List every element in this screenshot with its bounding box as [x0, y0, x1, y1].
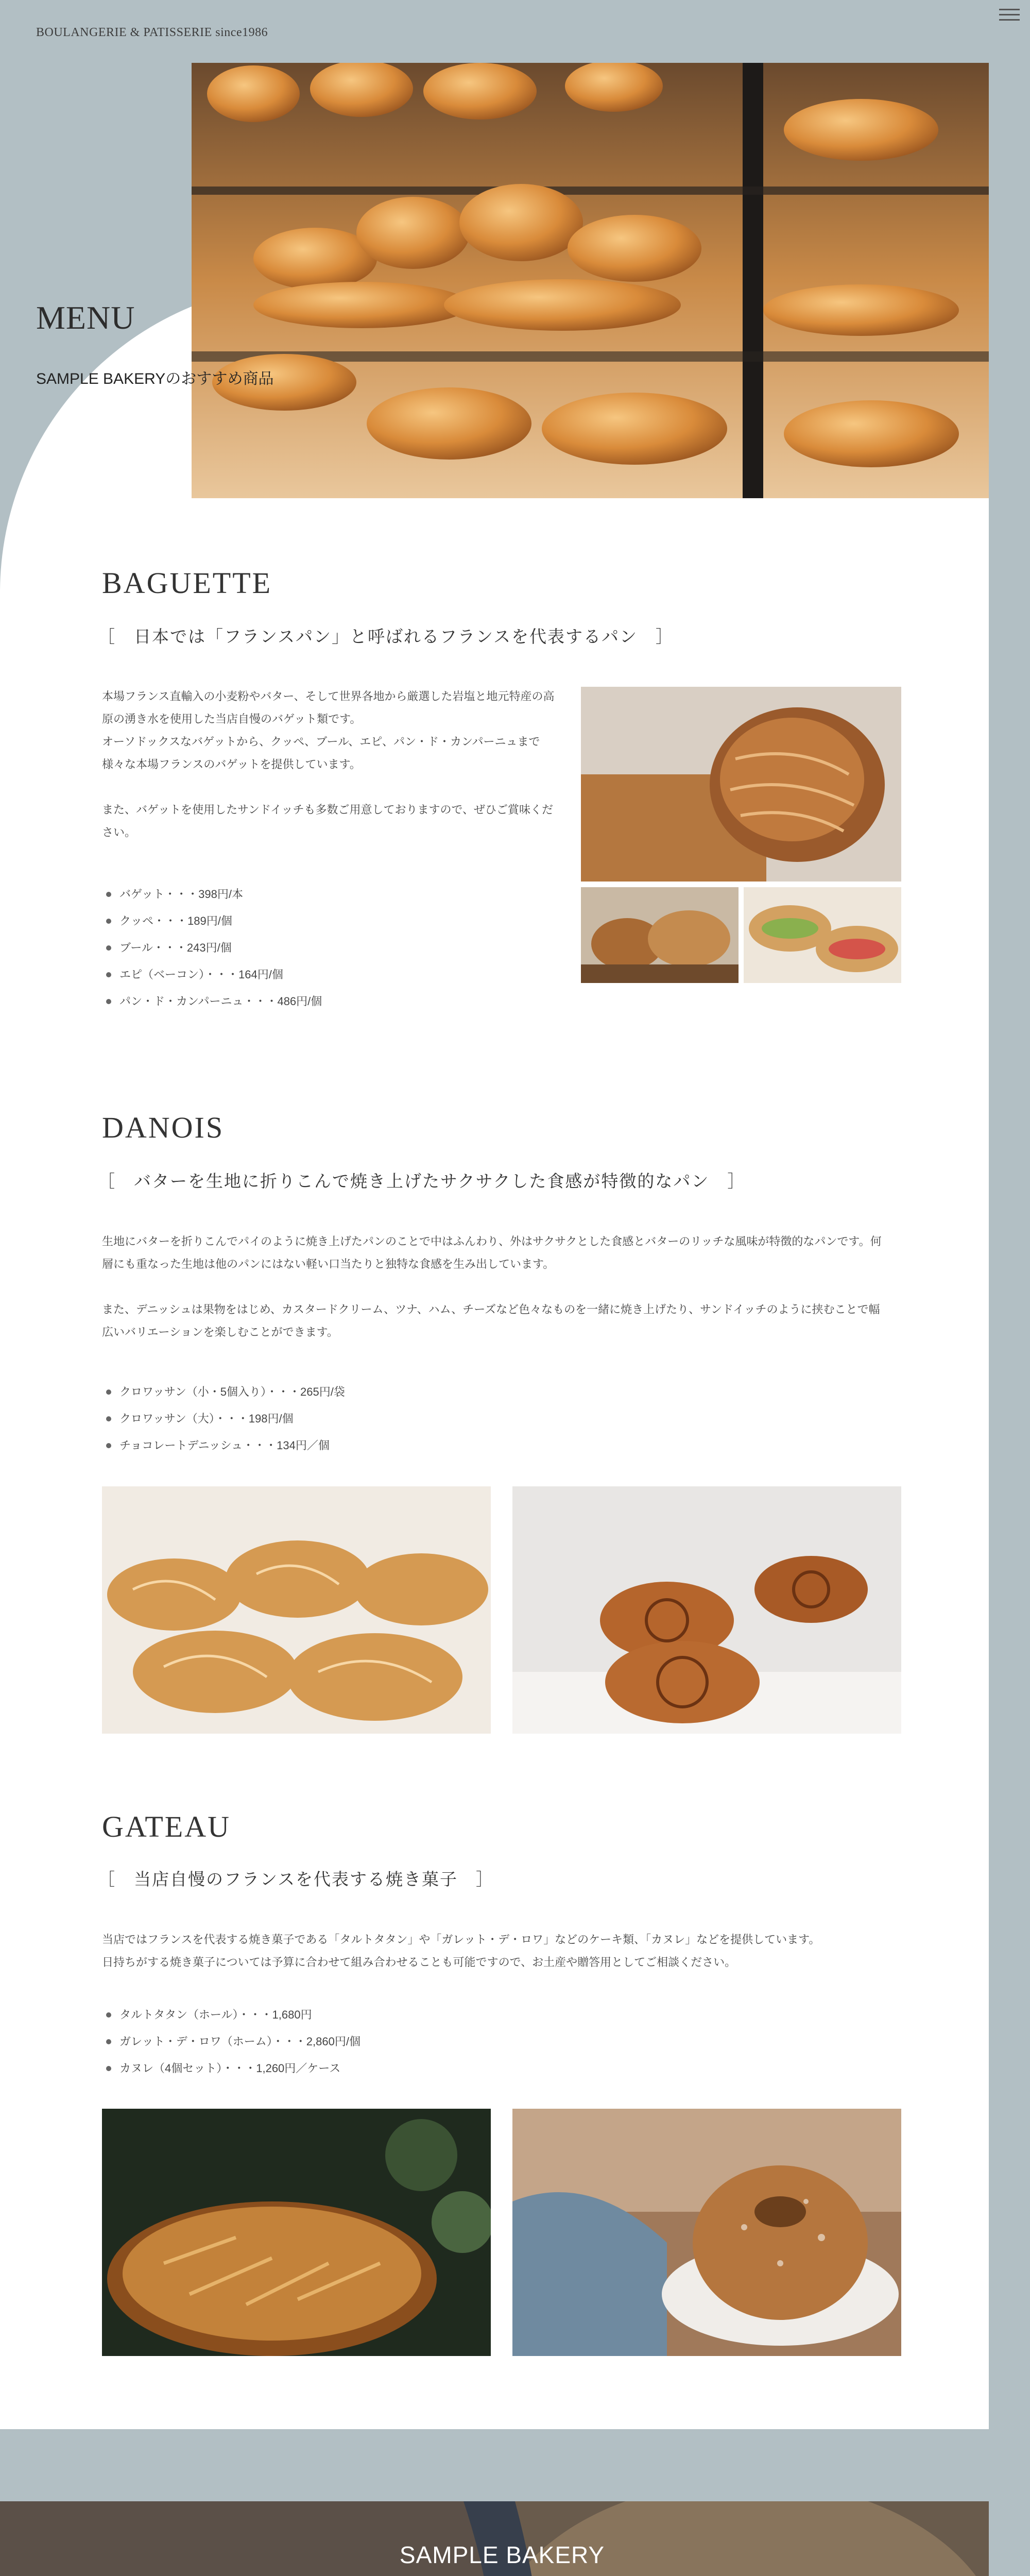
hero-image [192, 63, 989, 498]
section-title-baguette: BAGUETTE [102, 566, 272, 600]
list-item: クロワッサン（小・5個入り）・・・265円/袋 [102, 1379, 345, 1405]
section-title-danois: DANOIS [102, 1111, 225, 1144]
text-line: 生地にバターを折りこんでパイのように焼き上げたパンのことで中はふんわり、外はサクサクとした食感とバターのリッチな風味が特徴的なパンです。何 [102, 1235, 882, 1248]
photo-tarte-tatin [102, 2109, 491, 2356]
brand-tagline: BOULANGERIE & PATISSERIE since1986 [36, 26, 268, 39]
list-item: ガレット・デ・ロワ（ホーム）・・・2,860円/個 [102, 2028, 360, 2055]
page-subtitle: SAMPLE BAKERYのおすすめ商品 [36, 370, 274, 387]
list-item: バゲット・・・398円/本 [102, 881, 322, 908]
text-line: 日持ちがする焼き菓子については予算に合わせて組み合わせることも可能ですので、お土産や贈答用としてご相談ください。 [102, 1956, 736, 1969]
text-line: オーソドックスなバゲットから、クッペ、ブール、エピ、パン・ド・カンパーニュまで [102, 735, 540, 748]
photo-croissants [102, 1486, 491, 1734]
page-title: MENU [36, 299, 135, 336]
list-item: ブール・・・243円/個 [102, 935, 322, 961]
list-item: カヌレ（4個セット）・・・1,260円／ケース [102, 2055, 360, 2082]
text-line: さい。 [102, 826, 136, 839]
danois-description [102, 1230, 905, 1344]
list-item: クッペ・・・189円/個 [102, 908, 322, 935]
photo-sandwiches [744, 887, 901, 983]
hamburger-icon[interactable] [999, 5, 1020, 23]
section-lead-gateau: ［ 当店自慢のフランスを代表する焼き菓子 ］ [98, 1871, 494, 1889]
text-line: 本場フランス直輸入の小麦粉やバター、そして世界各地から厳選した岩塩と地元特産の高 [102, 690, 555, 703]
section-lead-baguette: ［ 日本では「フランスパン」と呼ばれるフランスを代表するパン ］ [98, 628, 674, 647]
list-item: エピ（ベーコン）・・・164円/個 [102, 961, 322, 988]
list-item: クロワッサン（大）・・・198円/個 [102, 1405, 345, 1432]
photo-country-loaf [581, 687, 901, 882]
list-item: チョコレートデニッシュ・・・134円／個 [102, 1432, 345, 1459]
list-item: パン・ド・カンパーニュ・・・486円/個 [102, 988, 322, 1015]
section-lead-danois: ［ バターを生地に折りこんで焼き上げたサクサクした食感が特徴的なパン ］ [98, 1173, 746, 1191]
text-line: 広いバリエーションを楽しむことができます。 [102, 1326, 338, 1338]
shop-title: SAMPLE BAKERY [399, 2541, 605, 2568]
list-item: タルトタタン（ホール）・・・1,680円 [102, 2002, 360, 2028]
text-line: また、バゲットを使用したサンドイッチも多数ご用意しておりますので、ぜひご賞味くだ [102, 803, 554, 816]
text-line: 原の湧き水を使用した当店自慢のバゲット類です。 [102, 713, 362, 725]
danois-price-list [102, 1379, 345, 1459]
baguette-description [102, 685, 571, 844]
photo-breads-board [581, 887, 739, 983]
gateau-description [102, 1928, 905, 1974]
text-line: 層にも重なった生地は他のパンにはない軽い口当たりと独特な食感を生み出しています。 [102, 1258, 555, 1270]
photo-danish-rolls [512, 1486, 901, 1734]
photo-kouglof [512, 2109, 901, 2356]
text-line: また、デニッシュは果物をはじめ、カスタードクリーム、ツナ、ハム、チーズなど色々なものを一緒に焼き上げたり、サンドイッチのように挟むことで幅 [102, 1303, 880, 1316]
text-line: 当店ではフランスを代表する焼き菓子である「タルトタタン」や「ガレット・デ・ロワ」などのケーキ類、「カヌレ」などを提供しています。 [102, 1933, 820, 1946]
section-title-gateau: GATEAU [102, 1810, 231, 1843]
text-line: 様々な本場フランスのバゲットを提供しています。 [102, 758, 361, 771]
gateau-price-list [102, 2002, 360, 2082]
baguette-price-list [102, 881, 322, 1015]
